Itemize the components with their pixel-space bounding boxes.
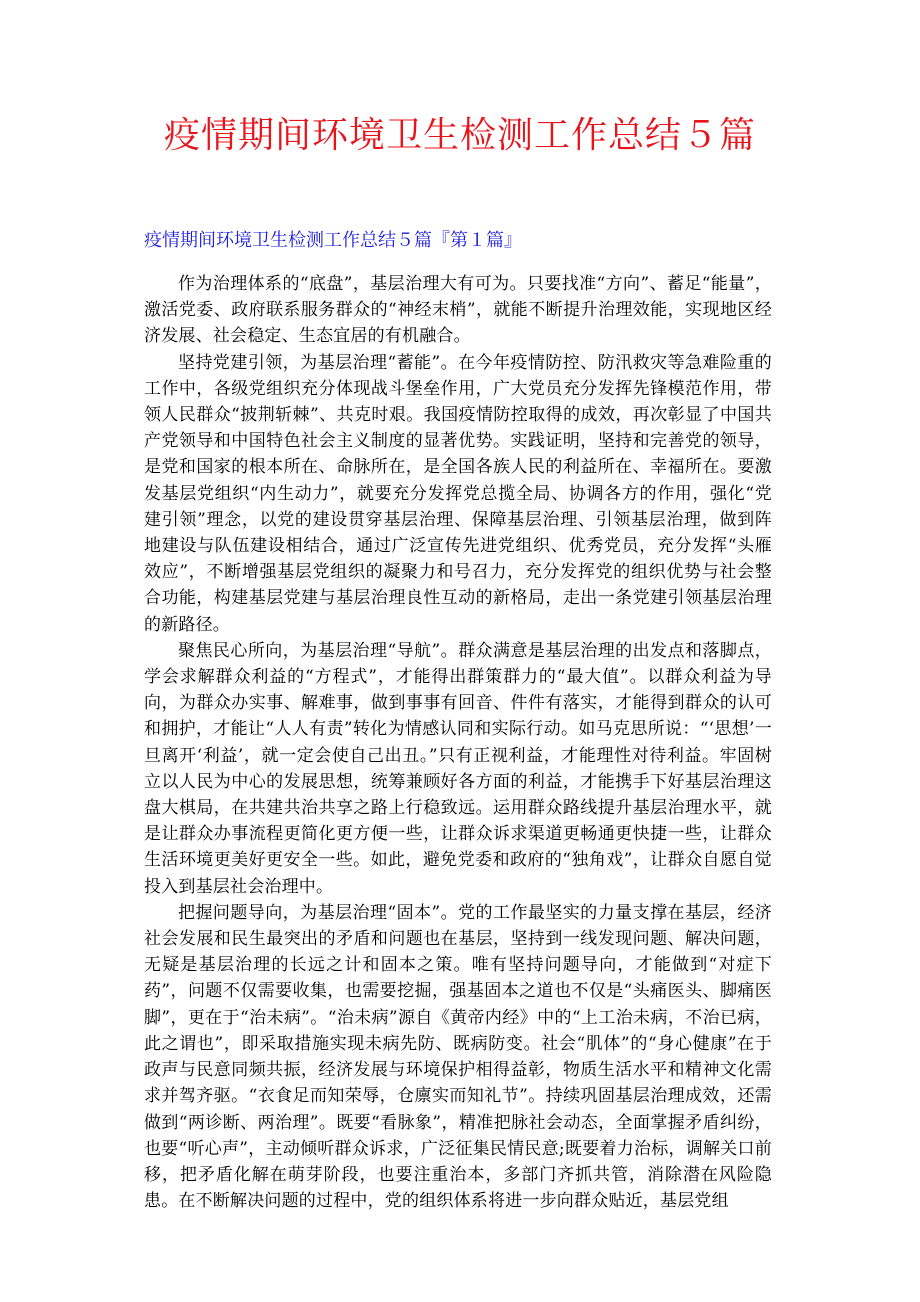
section-heading: 疫情期间环境卫生检测工作总结５篇『第１篇』: [144, 230, 522, 251]
paragraph-intro: 作为治理体系的“底盘”，基层治理大有可为。只要找准“方向”、蓄足“能量”，激活党委、政府联系服务群众的“神经末梢”，就能不断提升治理效能，实现地区经济发展、社会稳定、生态宜居的有机融合。: [144, 274, 772, 347]
document-body: [144, 271, 772, 1214]
document-title: 疫情期间环境卫生检测工作总结５篇: [163, 115, 756, 156]
paragraph-party-building: 坚持党建引领，为基层治理“蓄能”。在今年疫情防控、防汛救灾等急难险重的工作中，各级党组织充分体现战斗堡垒作用，广大党员充分发挥先锋模范作用，带领人民群众“披荆斩棘”、共克时艰。我国疫情防控取得的成效，再次彰显了中国共产党领导和中国特色社会主义制度的显著优势。实践证明，坚持和完善党的领导，是党和国家的根本所在、命脉所在，是全国各族人民的利益所在、幸福所在。要激发基层党组织“内生动力”，就要充分发挥党总揽全局、协调各方的作用，强化“党建引领”理念，以党的建设贯穿基层治理、保障基层治理、引领基层治理，做到阵地建设与队伍建设相结合，通过广泛宣传先进党组织、优秀党员，充分发挥“头雁效应”，不断增强基层党组织的凝聚力和号召力，充分发挥党的组织优势与社会整合功能，构建基层党建与基层治理良性互动的新格局，走出一条党建引领基层治理的新路径。: [144, 352, 772, 635]
paragraph-problem-orientation: 把握问题导向，为基层治理“固本”。党的工作最坚实的力量支撑在基层，经济社会发展和民生最突出的矛盾和问题也在基层，坚持到一线发现问题、解决问题，无疑是基层治理的长远之计和固本之策。唯有坚持问题导向，才能做到“对症下药”，问题不仅需要收集，也需要挖掘，强基固本之道也不仅是“头痛医头、脚痛医脚”，更在于“治未病”。“治未病”源自《黄帝内经》中的“上工治未病，不治已病，此之谓也”，即采取措施实现未病先防、既病防变。社会“肌体”的“身心健康”在于政声与民意同频共振，经济发展与环境保护相得益彰，物质生活水平和精神文化需求并驾齐驱。“衣食足而知荣辱，仓廪实而知礼节”。持续巩固基层治理成效，还需做到“两诊断、两治理”。既要“看脉象”，精准把脉社会动态，全面掌握矛盾纠纷，也要“听心声”，主动倾听群众诉求，广泛征集民情民意;既要着力治标，调解关口前移，把矛盾化解在萌芽阶段，也要注重治本，多部门齐抓共管，消除潜在风险隐患。在不断解决问题的过程中，党的组织体系将进一步向群众贴近，基层党组: [144, 902, 772, 1212]
paragraph-public-will: 聚焦民心所向，为基层治理“导航”。群众满意是基层治理的出发点和落脚点，学会求解群众利益的“方程式”，才能得出群策群力的“最大值”。以群众利益为导向，为群众办实事、解难事，做到事事有回音、件件有落实，才能得到群众的认可和拥护，才能让“人人有责”转化为情感认同和实际行动。如马克思所说：“‘思想’一旦离开‘利益’，就一定会使自己出丑。”只有正视利益，才能理性对待利益。牢固树立以人民为中心的发展思想，统筹兼顾好各方面的利益，才能携手下好基层治理这盘大棋局，在共建共治共享之路上行稳致远。运用群众路线提升基层治理水平，就是让群众办事流程更简化更方便一些，让群众诉求渠道更畅通更快捷一些，让群众生活环境更美好更安全一些。如此，避免党委和政府的“独角戏”，让群众自愿自觉投入到基层社会治理中。: [144, 640, 772, 897]
